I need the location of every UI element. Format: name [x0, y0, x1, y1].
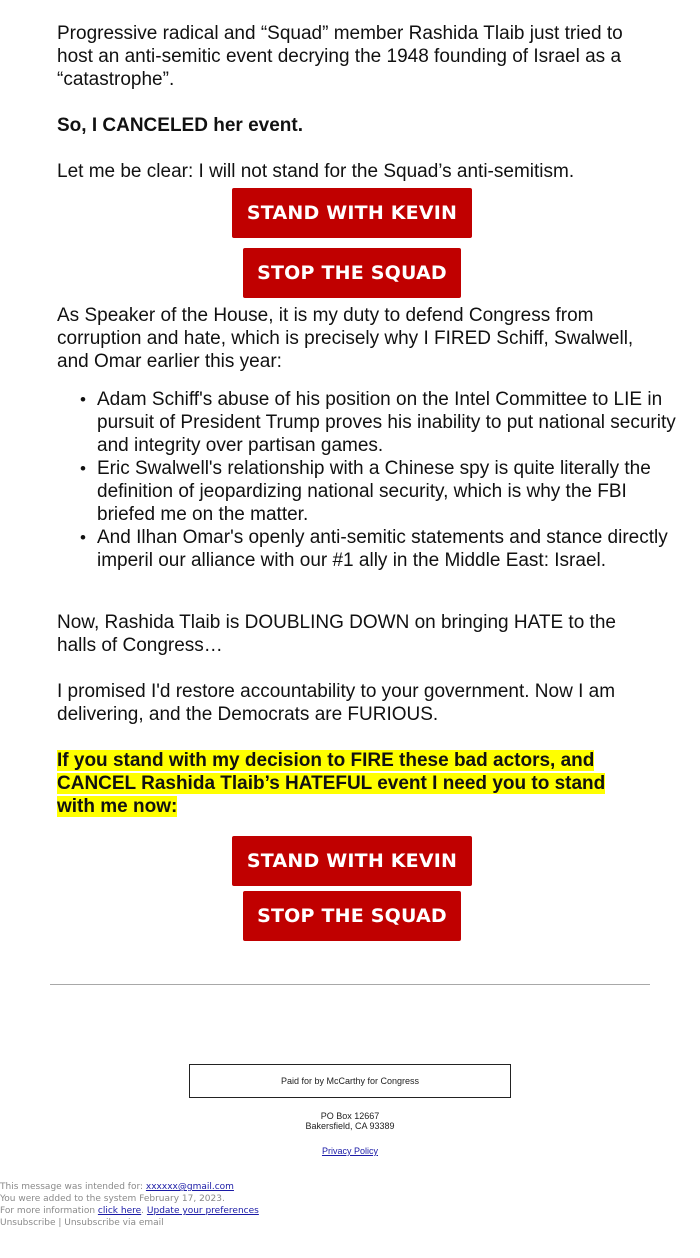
- more-info-line: [0, 1205, 259, 1217]
- address-line-1: PO Box 12667: [320, 1111, 380, 1121]
- system-footer: [0, 1181, 259, 1229]
- mailing-address: [0, 1111, 700, 1131]
- intro-paragraph: Progressive radical and “Squad” member Rashida Tlaib just tried to host an anti-semitic event decrying the 1948 founding of Israel as a “catastrophe”.: [57, 23, 623, 90]
- update-preferences-link[interactable]: Update your preferences: [146, 1206, 259, 1216]
- added-line: You were added to the system February 17, 2023.: [0, 1194, 225, 1204]
- list-item-swalwell: • Eric Swalwell's relationship with a Chinese spy is quite literally the definition of jeopardizing national security, which is why the FBI briefed me on the matter.: [97, 457, 687, 526]
- list-item-schiff: • Adam Schiff's abuse of his position on the Intel Committee to LIE in pursuit of President Trump proves his inability to put national security and integrity over partisan games.: [97, 388, 687, 457]
- separator: .: [141, 1206, 147, 1216]
- clear-paragraph: Let me be clear: I will not stand for the Squad’s anti-semitism.: [57, 161, 575, 182]
- unsubscribe-line: [0, 1217, 259, 1229]
- recipient-email-link[interactable]: xxxxxx@gmail.com: [145, 1182, 234, 1192]
- address-line-2: Bakersfield, CA 93389: [305, 1121, 395, 1131]
- stand-with-kevin-button[interactable]: STAND WITH KEVIN: [232, 188, 472, 238]
- speaker-paragraph: As Speaker of the House, it is my duty to defend Congress from corruption and hate, which is precisely why I FIRED Schiff, Swalwell, and Omar earlier this year:: [57, 305, 634, 372]
- more-info-label: For more information: [0, 1206, 98, 1216]
- intended-for-label: This message was intended for:: [0, 1182, 146, 1192]
- privacy-policy-link[interactable]: Privacy Policy: [321, 1146, 378, 1156]
- click-here-link[interactable]: click here: [97, 1206, 142, 1216]
- stop-the-squad-button[interactable]: STOP THE SQUAD: [243, 248, 461, 298]
- paid-for-disclaimer: [189, 1064, 511, 1098]
- list-item-omar: • And Ilhan Omar's openly anti-semitic statements and stance directly imperil our alliance with our #1 ally in the Middle East: Israel.: [97, 526, 687, 572]
- stand-with-kevin-button-2[interactable]: STAND WITH KEVIN: [232, 836, 472, 886]
- unsubscribe-via-email-link[interactable]: Unsubscribe via email: [64, 1218, 164, 1228]
- fired-list: [57, 388, 687, 572]
- call-to-action: [57, 749, 647, 818]
- doubling-down-paragraph: Now, Rashida Tlaib is DOUBLING DOWN on bringing HATE to the halls of Congress…: [57, 612, 616, 656]
- privacy-policy: [0, 1146, 700, 1156]
- paid-for-text: Paid for by McCarthy for Congress: [280, 1076, 420, 1086]
- promise-paragraph: I promised I'd restore accountability to your government. Now I am delivering, and the Democrats are FURIOUS.: [57, 681, 616, 725]
- pipe-separator: |: [55, 1218, 65, 1228]
- canceled-heading: So, I CANCELED her event.: [57, 115, 303, 136]
- stop-the-squad-button-2[interactable]: STOP THE SQUAD: [243, 891, 461, 941]
- unsubscribe-link[interactable]: Unsubscribe: [0, 1218, 56, 1228]
- intended-for-line: [0, 1181, 259, 1193]
- divider: [50, 984, 650, 985]
- highlighted-cta-text: If you stand with my decision to FIRE these bad actors, and CANCEL Rashida Tlaib’s HATEFUL event I need you to stand with me now:: [57, 750, 606, 817]
